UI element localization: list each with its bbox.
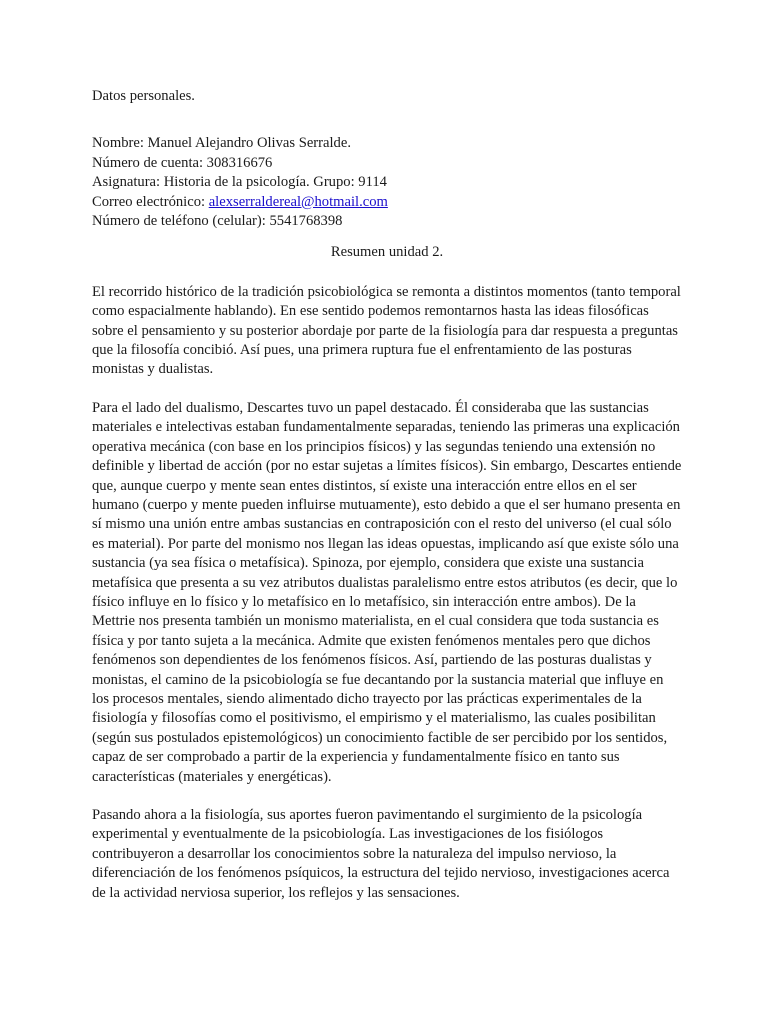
personal-info (92, 134, 682, 231)
info-telefono: Número de teléfono (celular): 5541768398 (92, 213, 343, 230)
correo-label: Correo electrónico: (92, 193, 209, 210)
document-title: Resumen unidad 2. (330, 244, 444, 261)
email-link[interactable]: alexserraldereal@hotmail.com (208, 193, 388, 210)
paragraph-3: Pasando ahora a la fisiología, sus aportes fueron pavimentando el surgimiento de la psicología experimental y eventualmente de la psicobiología. Las investigaciones de los fisiólogos contribuyeron a desarrollar los conocimientos sobre la naturaleza del impulso nervioso, la diferenciación de los fenómenos psíquicos, la estructura del tejido nervioso, investigaciones acerca de la actividad nerviosa superior, los reflejos y las sensaciones. (92, 807, 670, 901)
paragraph-2: Para el lado del dualismo, Descartes tuvo un papel destacado. Él consideraba que las sustancias materiales e intelectivas estaban fundamentalmente separadas, teniendo las primeras una explicación operativa mecánica (con base en los principios físicos) y las segundas teniendo una extensión no definible y libertad de acción (por no estar sujetas a límites físicos). Sin embargo, Descartes entiende que, aunque cuerpo y mente sean entes distintos, sí existe una interacción entre ellos en el ser humano (cuerpo y mente pueden influirse mutuamente), esto debido a que el ser humano presenta en sí mismo una unión entre ambas sustancias en contraposición con el resto del universo (el cual sólo es material). Por parte del monismo nos llegan las ideas opuestas, implicando así que existe sólo una sustancia (ya sea física o metafísica). Spinoza, por ejemplo, considera que existe una sustancia metafísica que presenta a su vez atributos dualistas paralelismo entre estos atributos (es decir, que lo físico influye en lo físico y lo metafísico en lo metafísico, sin interacción entre ambos). De la Mettrie nos presenta también un monismo materialista, en el cual considera que toda sustancia es física y por tanto sujeta a la mecánica. Admite que existen fenómenos mentales pero que dichos fenómenos son dependientes de los fenómenos físicos. Así, partiendo de las posturas dualistas y monistas, el camino de la psicobiología se fue decantando por la sustancia material que influye en los procesos mentales, siendo alimentado dicho trayecto por las prácticas experimentales de la fisiología y filosofías como el positivismo, el empirismo y el materialismo, las cuales posibilitan (según sus postulados epistemológicos) un conocimiento factible de ser percibido por los sentidos, capaz de ser comprobado a partir de la experiencia y fundamentalmente físico en tanto sus características (materiales y energéticas). (92, 399, 682, 785)
info-correo (92, 193, 682, 212)
document-page (92, 87, 682, 922)
info-nombre: Nombre: Manuel Alejandro Olivas Serralde. (92, 135, 351, 152)
section-heading: Datos personales. (92, 88, 195, 104)
paragraph-1: El recorrido histórico de la tradición psicobiológica se remonta a distintos momentos (tanto temporal como espacialmente hablando). En ese sentido podemos remontarnos hasta las ideas filosóficas sobre el pensamiento y su posterior abordaje por parte de la fisiología para dar respuesta a preguntas que la filosofía concibió. Así pues, una primera ruptura fue el enfrentamiento de las posturas monistas y dualistas. (92, 283, 681, 378)
info-asignatura: Asignatura: Historia de la psicología. Grupo: 9114 (92, 174, 387, 191)
info-cuenta: Número de cuenta: 308316676 (92, 154, 273, 171)
